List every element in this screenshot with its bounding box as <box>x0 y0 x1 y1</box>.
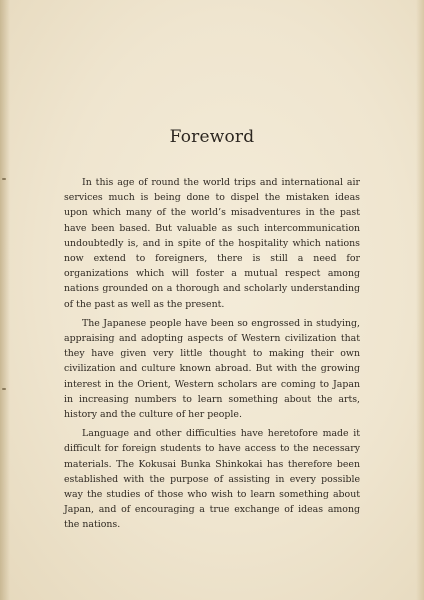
paragraph-2: The Japanese people have been so engrossed in studying, appraising and adopting aspects of Western civilization that they have given very little thought to making their own civilization and culture known abroad. But with the growing interest in the Orient, Western scholars are coming to Japan in increasing numbers to learn something about the arts, history and the culture of her people. <box>64 317 360 421</box>
paragraph-3: Language and other difficulties have heretofore made it difficult for foreign students to have access to the necessary materials. The Kokusai Bunka Shinkokai has therefore been established with the purpose of assisting in every possible way the studies of those who wish to learn something about Japan, and of encouraging a true exchange of ideas among the nations. <box>64 428 360 531</box>
page-edge-shadow <box>416 0 424 600</box>
binding-mark <box>2 178 6 180</box>
page-title: Foreword <box>169 127 255 147</box>
binding-mark <box>2 388 6 390</box>
foreword-body <box>64 175 360 537</box>
paragraph-1: In this age of round the world trips and international air services much is being done to dispel the mistaken ideas upon which many of the world’s misadventures in the past have been based. But valuable as such intercommunication undoubtedly is, and in spite of the hospitality which nations now extend to foreigners, there is still a need for organizations which will foster a mutual respect among nations grounded on a thorough and scholarly understanding of the past as well as the present. <box>64 177 360 310</box>
page-binding-shadow <box>0 0 10 600</box>
